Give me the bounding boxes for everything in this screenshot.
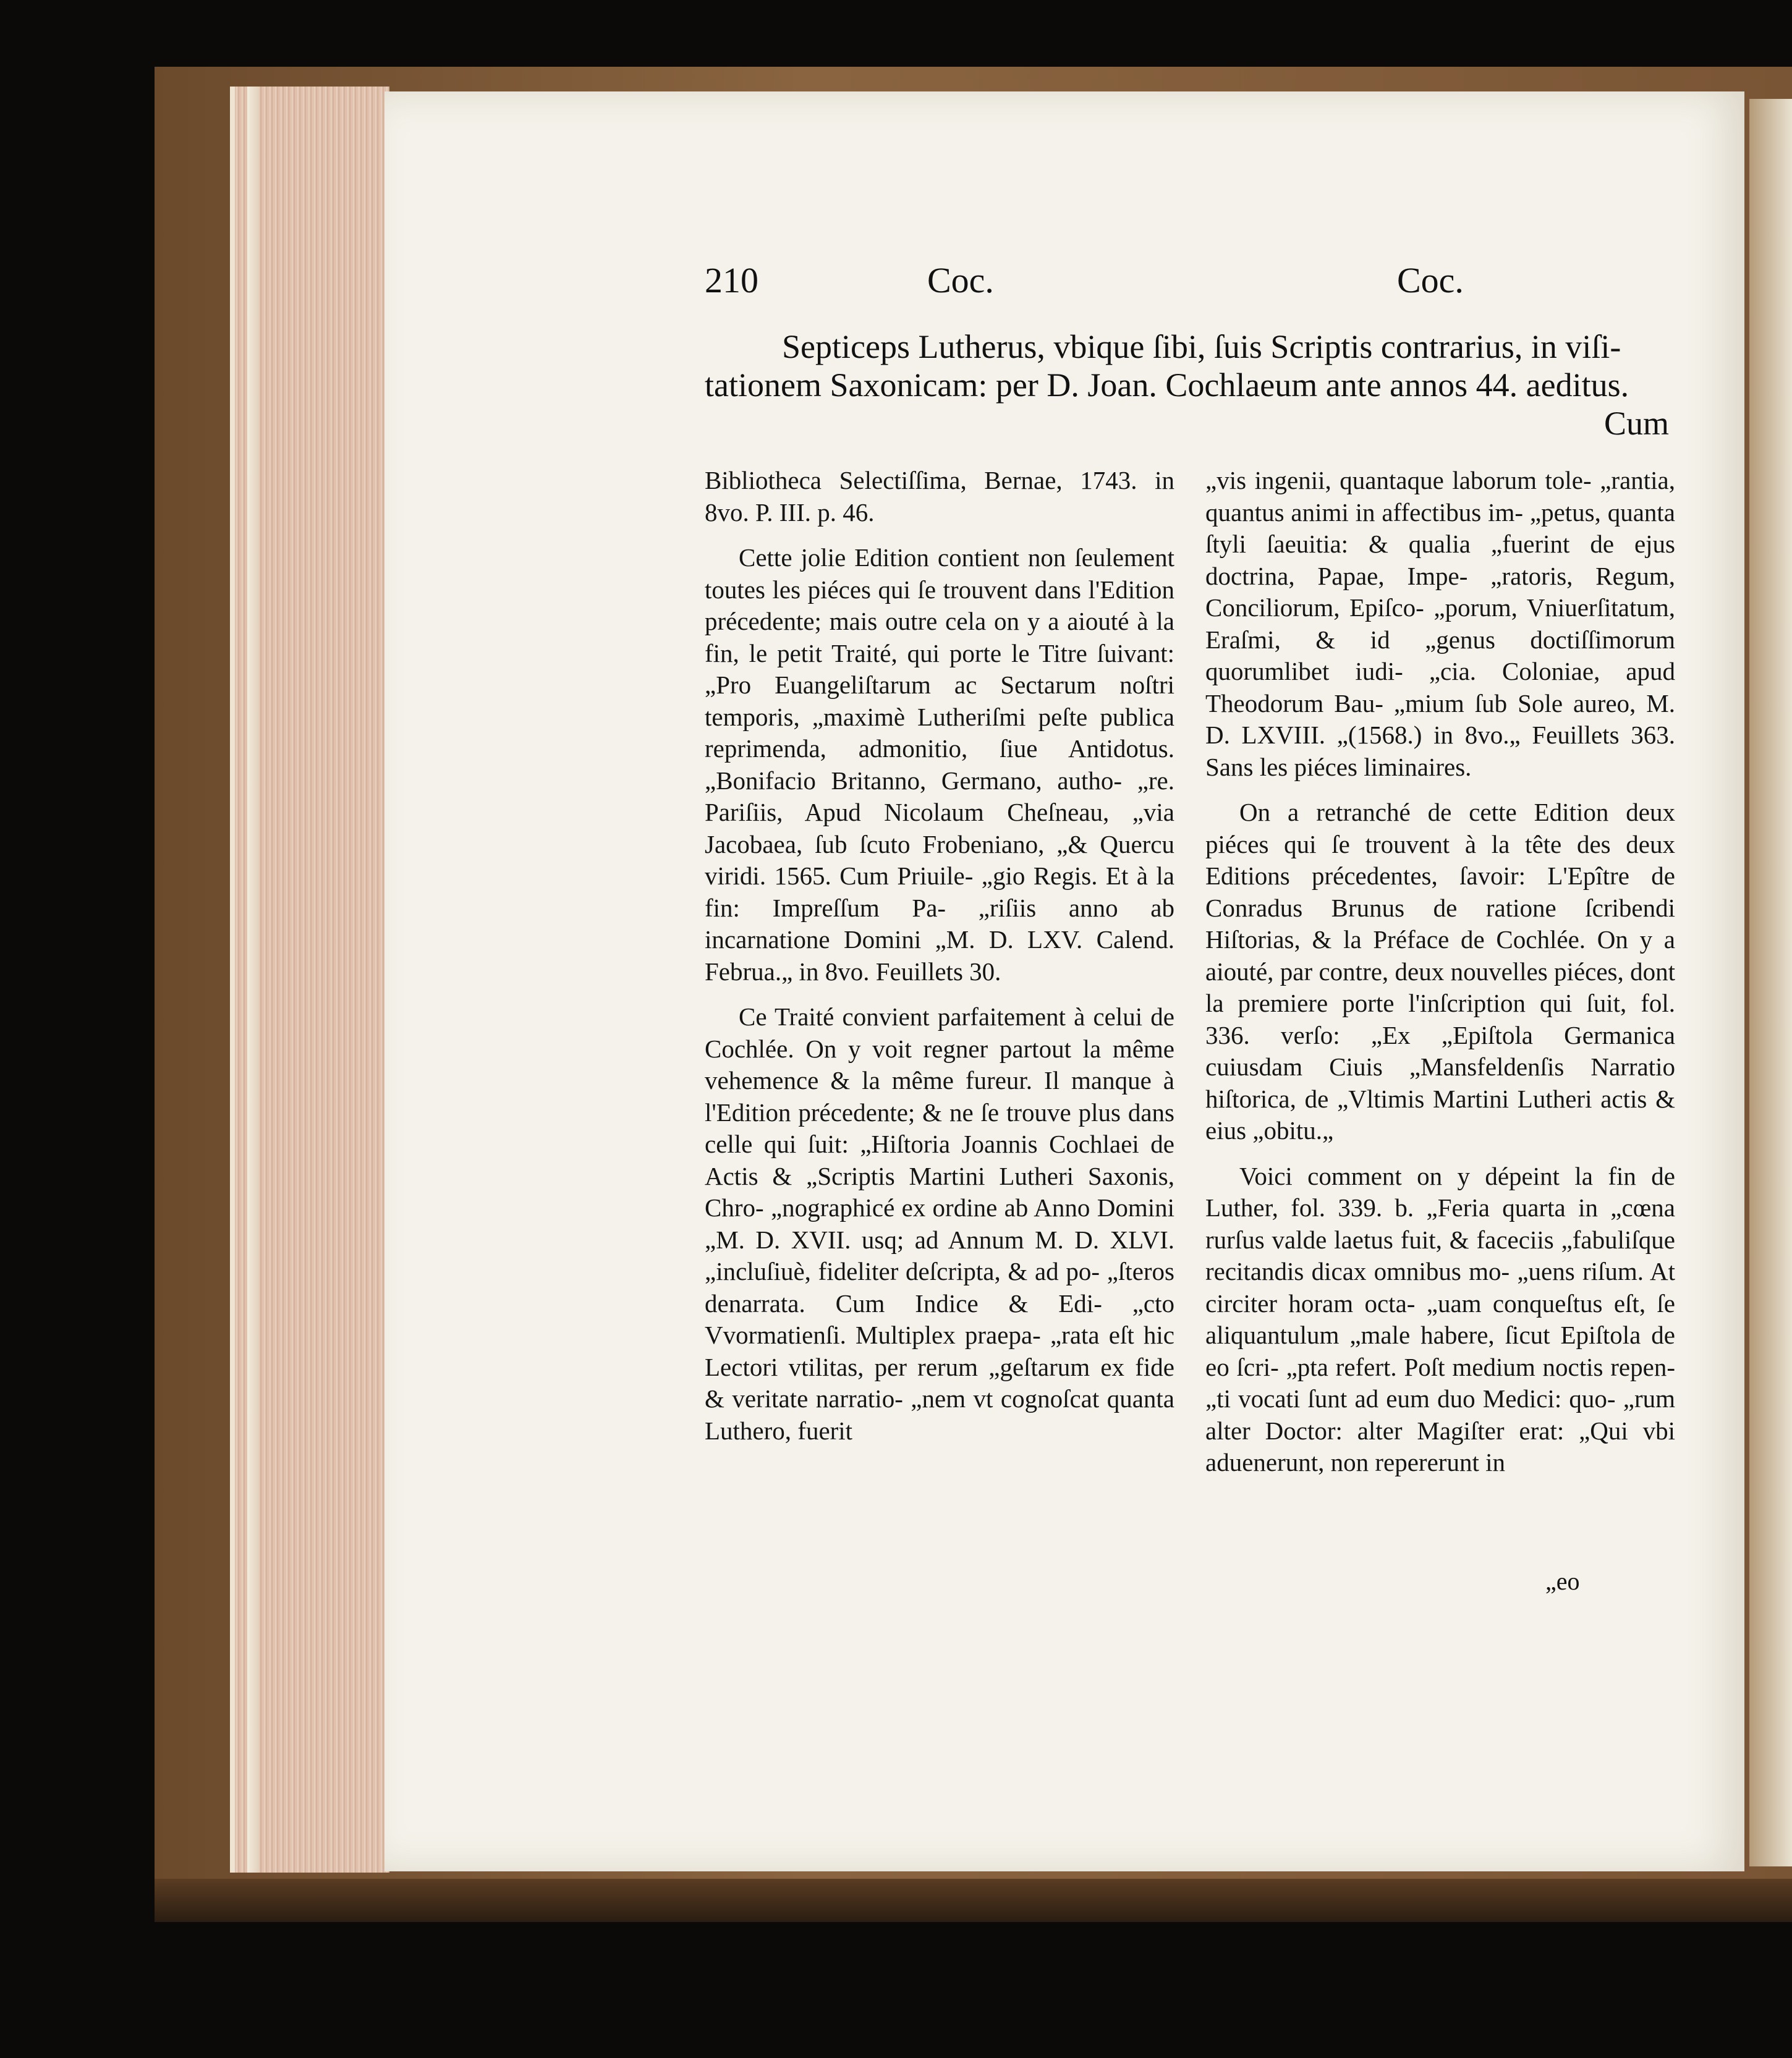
right-column	[1205, 465, 1675, 1479]
book-gutter	[1749, 99, 1792, 1866]
bottom-catchword: „eo	[1545, 1567, 1580, 1595]
page-number: 210	[705, 260, 758, 300]
running-header	[705, 260, 1669, 309]
paragraph: Ce Traité convient parfaitement à celui de Cochlée. On y voit regner partout la même vehemence & la même fureur. Il manque à l'Edition précedente; & ne ſe trouve plus dans celle qui ſuit: „Hiſtoria Joannis Cochlaei de Actis & „Scriptis Martini Lutheri Saxonis, Chro- „nographicé ex ordine ab Anno Domini „M. D. XVII. usq; ad Annum M. D. XLVI. „incluſiuè, fideliter deſcripta, & ad po- „ſteros denarrata. Cum Indice & Edi- „cto Vvormatienſi. Multiplex praepa- „rata eſt hic Lectori vtilitas, per rerum „geſtarum ex fide & veritate narratio- „nem vt cognoſcat quanta Luthero, fuerit	[705, 1002, 1174, 1445]
title-block	[705, 328, 1669, 443]
book-cover-shadow	[155, 1879, 1792, 1922]
page-rim	[247, 87, 260, 1873]
paragraph: On a retranché de cette Edition deux piéces qui ſe trouvent à la tête des deux Editions précedentes, ſavoir: L'Epître de Conradus Brunus de ratione ſcribendi Hiſtorias, & la Préface de Cochlée. On y a aiouté, par contre, deux nouvelles piéces, dont la premiere porte l'inſcription qui ſuit, fol. 336. verſo: „Ex „Epiſtola Germanica cuiusdam Ciuis „Mansfeldenſis Narratio hiſtorica, de „Vltimis Martini Lutheri actis & eius „obitu.„	[1205, 798, 1675, 1145]
paragraph: Voici comment on y dépeint la fin de Luther, fol. 339. b. „Feria quarta in „cœna rurſus valde laetus fuit, & faceciis „fabuliſque recitandis dicax omnibus mo- „uens riſum. At circiter horam octa- „uam conqueſtus eſt, ſe aliquantulum „male habere, ſicut Epiſtola de eo ſcri- „pta refert. Poſt medium noctis repen- „ti vocati ſunt ad eum duo Medici: quo- „rum alter Doctor: alter Magiſter erat: „Qui vbi aduenerunt, non repererunt in	[1205, 1161, 1675, 1476]
paragraph: Cette jolie Edition contient non ſeulement toutes les piéces qui ſe trouvent dans l'Edition précedente; mais outre cela on y a aiouté à la fin, le petit Traité, qui porte le Titre ſuivant: „Pro Euangeliſtarum ac Sectarum noſtri temporis, „maximè Lutheriſmi peſte publica reprimenda, admonitio, ſiue Antidotus. „Bonifacio Britanno, Germano, autho- „re. Pariſiis, Apud Nicolaum Cheſneau, „via Jacobaea, ſub ſcuto Frobeniano, „& Quercu viridi. 1565. Cum Priuile- „gio Regis. Et à la fin: Impreſſum Pa- „riſiis anno ab incarnatione Domini „M. D. LXV. Calend. Februa.„ in 8vo. Feuillets 30.	[705, 543, 1174, 986]
title-line-2: tationem Saxonicam: per D. Joan. Cochlaeum ante annos 44. aeditus.	[705, 366, 1629, 404]
left-headword: Coc.	[927, 260, 994, 300]
title-catchword: Cum	[1603, 405, 1669, 442]
paragraph: „vis ingenii, quantaque laborum tole- „rantia, quantus animi in affectibus im- „petus, quanta ſtyli ſaeuitia: & qualia „fuerint de ejus doctrina, Papae, Impe- „ratoris, Regum, Conciliorum, Epiſco- „porum, Vniuerſitatum, Eraſmi, & id „genus doctiſſimorum quorumlibet iudi- „cia. Coloniae, apud Theodorum Bau- „mium ſub Sole aureo, M. D. LXVIII. „(1568.) in 8vo.„ Feuillets 363. Sans les piéces liminaires.	[1205, 466, 1675, 781]
title-line-1: Septiceps Lutherus, vbique ſibi, ſuis Scriptis contrarius, in viſi-	[782, 328, 1621, 365]
right-headword: Coc.	[1397, 260, 1464, 300]
paragraph: Bibliotheca Selectiſſima, Bernae, 1743. in 8vo. P. III. p. 46.	[705, 466, 1174, 527]
left-column	[705, 465, 1174, 1447]
